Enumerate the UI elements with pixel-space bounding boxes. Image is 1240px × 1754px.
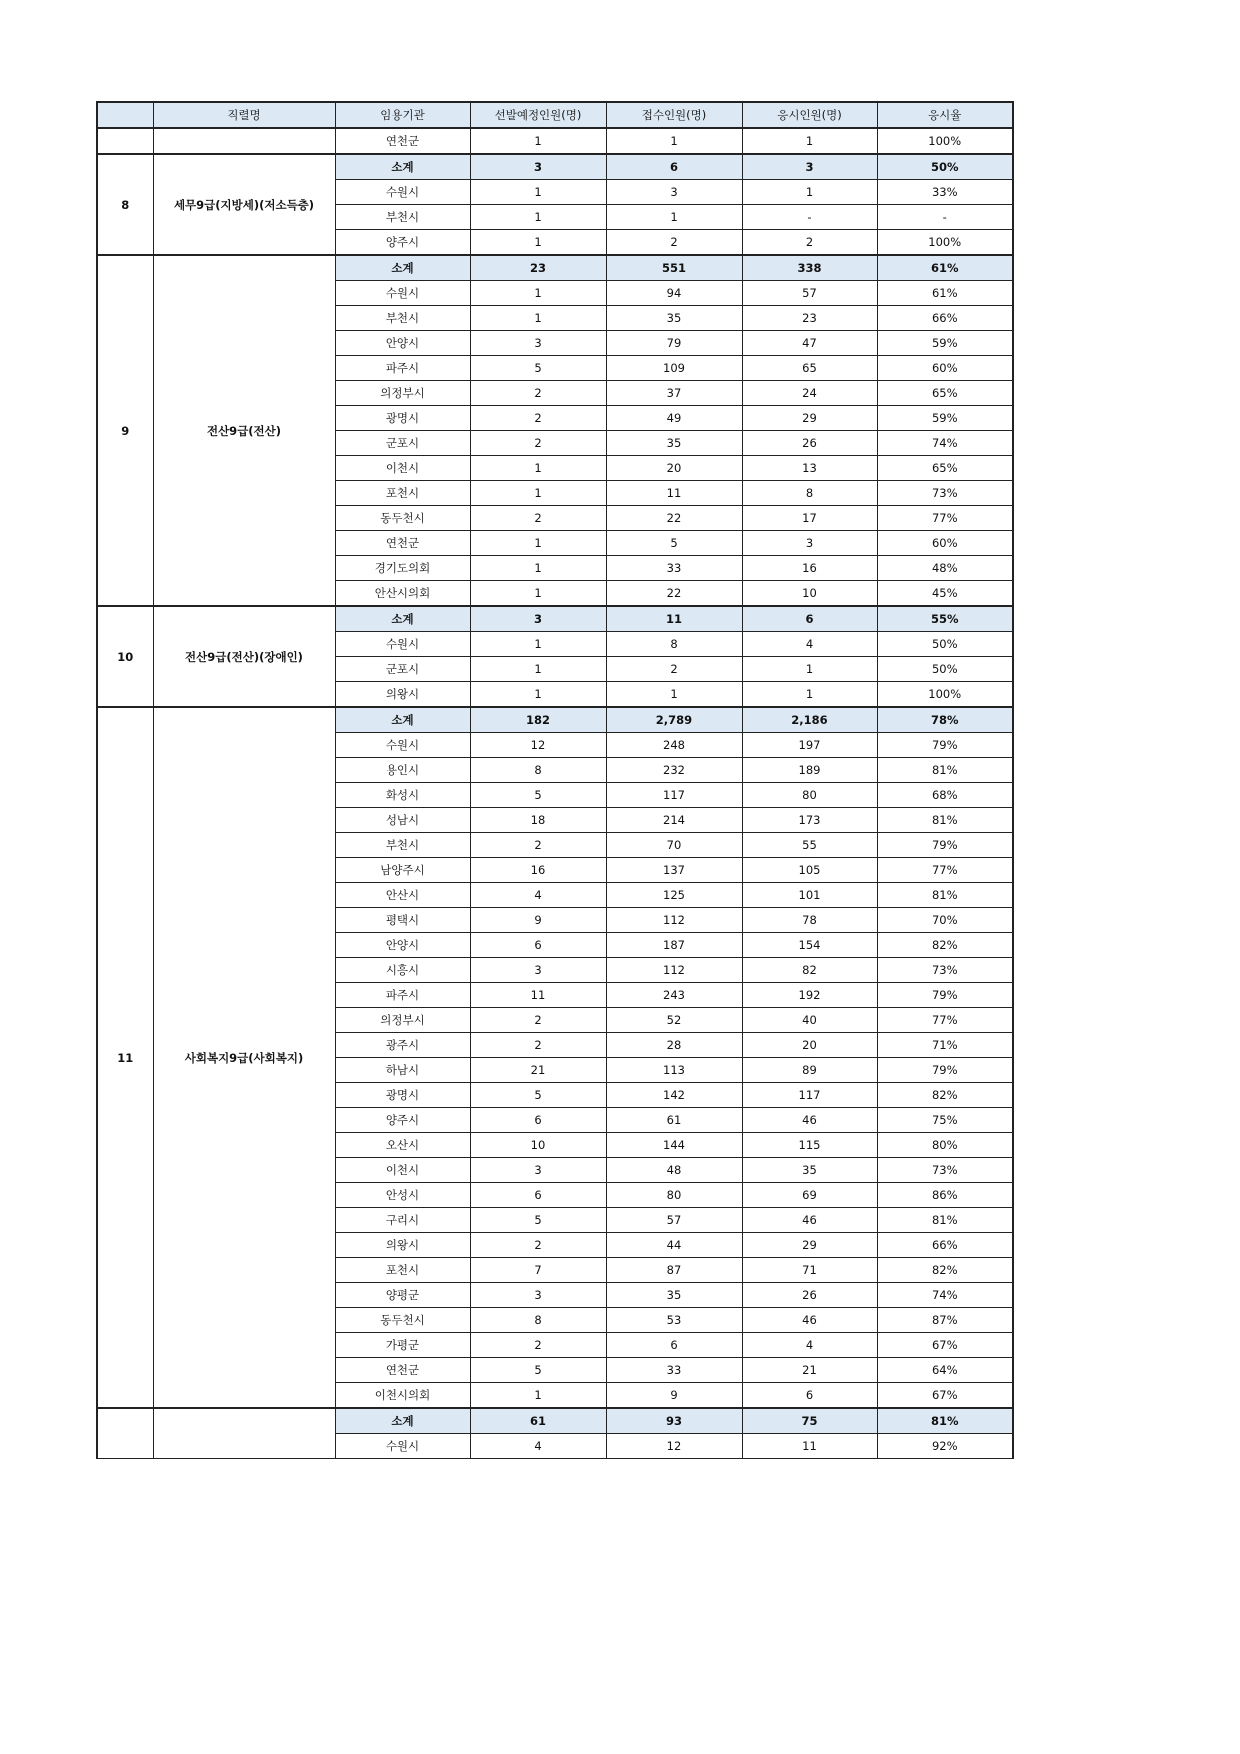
exam-rate: 65%	[877, 381, 1013, 406]
took-exam-count: -	[742, 205, 877, 230]
exam-rate: 65%	[877, 456, 1013, 481]
planned-count: 1	[470, 1383, 606, 1409]
took-exam-count: 20	[742, 1033, 877, 1058]
took-exam-count: 82	[742, 958, 877, 983]
organization: 양주시	[335, 230, 470, 256]
subtotal-row	[97, 707, 1013, 733]
planned-count: 2	[470, 406, 606, 431]
applied-count: 2	[606, 230, 742, 256]
exam-rate: 55%	[877, 606, 1013, 632]
took-exam-count: 26	[742, 1283, 877, 1308]
exam-rate: 67%	[877, 1333, 1013, 1358]
exam-rate: 86%	[877, 1183, 1013, 1208]
table-header-row	[97, 102, 1013, 128]
applied-count: 53	[606, 1308, 742, 1333]
applied-count: 137	[606, 858, 742, 883]
planned-count: 12	[470, 733, 606, 758]
took-exam-count: 69	[742, 1183, 877, 1208]
exam-rate: 59%	[877, 406, 1013, 431]
applied-count: 5	[606, 531, 742, 556]
applied-count: 2	[606, 657, 742, 682]
header-number	[97, 102, 153, 128]
planned-count: 2	[470, 1233, 606, 1258]
planned-count: 1	[470, 531, 606, 556]
planned-count: 1	[470, 581, 606, 607]
subtotal-row	[97, 255, 1013, 281]
organization: 동두천시	[335, 506, 470, 531]
organization: 소계	[335, 1408, 470, 1434]
exam-rate: -	[877, 205, 1013, 230]
planned-count: 16	[470, 858, 606, 883]
took-exam-count: 6	[742, 606, 877, 632]
header-applied: 접수인원(명)	[606, 102, 742, 128]
applied-count: 109	[606, 356, 742, 381]
planned-count: 5	[470, 1083, 606, 1108]
organization: 가평군	[335, 1333, 470, 1358]
took-exam-count: 105	[742, 858, 877, 883]
organization: 안성시	[335, 1183, 470, 1208]
applied-count: 48	[606, 1158, 742, 1183]
exam-rate: 45%	[877, 581, 1013, 607]
planned-count: 3	[470, 331, 606, 356]
planned-count: 3	[470, 154, 606, 180]
took-exam-count: 4	[742, 1333, 877, 1358]
applied-count: 3	[606, 180, 742, 205]
applied-count: 113	[606, 1058, 742, 1083]
planned-count: 2	[470, 1033, 606, 1058]
applied-count: 142	[606, 1083, 742, 1108]
exam-rate: 59%	[877, 331, 1013, 356]
exam-rate: 73%	[877, 1158, 1013, 1183]
applied-count: 1	[606, 205, 742, 230]
organization: 남양주시	[335, 858, 470, 883]
group-number: 11	[97, 707, 153, 1408]
planned-count: 1	[470, 682, 606, 708]
planned-count: 4	[470, 1434, 606, 1459]
applied-count: 33	[606, 1358, 742, 1383]
exam-rate: 60%	[877, 531, 1013, 556]
applied-count: 22	[606, 506, 742, 531]
organization: 광명시	[335, 1083, 470, 1108]
exam-rate: 68%	[877, 783, 1013, 808]
took-exam-count: 2,186	[742, 707, 877, 733]
took-exam-count: 89	[742, 1058, 877, 1083]
took-exam-count: 23	[742, 306, 877, 331]
exam-rate: 79%	[877, 733, 1013, 758]
exam-rate: 87%	[877, 1308, 1013, 1333]
applied-count: 49	[606, 406, 742, 431]
took-exam-count: 78	[742, 908, 877, 933]
organization: 파주시	[335, 356, 470, 381]
exam-rate: 79%	[877, 1058, 1013, 1083]
planned-count: 2	[470, 1008, 606, 1033]
applied-count: 57	[606, 1208, 742, 1233]
exam-rate: 79%	[877, 833, 1013, 858]
applied-count: 243	[606, 983, 742, 1008]
planned-count: 1	[470, 128, 606, 154]
planned-count: 5	[470, 356, 606, 381]
exam-rate: 74%	[877, 431, 1013, 456]
took-exam-count: 17	[742, 506, 877, 531]
took-exam-count: 101	[742, 883, 877, 908]
organization: 연천군	[335, 128, 470, 154]
planned-count: 3	[470, 606, 606, 632]
took-exam-count: 40	[742, 1008, 877, 1033]
planned-count: 8	[470, 758, 606, 783]
organization: 안양시	[335, 331, 470, 356]
planned-count: 23	[470, 255, 606, 281]
organization: 경기도의회	[335, 556, 470, 581]
exam-rate: 50%	[877, 632, 1013, 657]
exam-rate: 100%	[877, 128, 1013, 154]
organization: 포천시	[335, 481, 470, 506]
job-title: 전산9급(전산)	[153, 255, 335, 606]
took-exam-count: 57	[742, 281, 877, 306]
exam-rate: 64%	[877, 1358, 1013, 1383]
header-organization: 임용기관	[335, 102, 470, 128]
took-exam-count: 80	[742, 783, 877, 808]
applied-count: 35	[606, 1283, 742, 1308]
organization: 광주시	[335, 1033, 470, 1058]
planned-count: 2	[470, 381, 606, 406]
took-exam-count: 65	[742, 356, 877, 381]
took-exam-count: 55	[742, 833, 877, 858]
planned-count: 3	[470, 1158, 606, 1183]
applied-count: 11	[606, 481, 742, 506]
applied-count: 52	[606, 1008, 742, 1033]
applied-count: 79	[606, 331, 742, 356]
applied-count: 61	[606, 1108, 742, 1133]
took-exam-count: 1	[742, 180, 877, 205]
took-exam-count: 6	[742, 1383, 877, 1409]
organization: 구리시	[335, 1208, 470, 1233]
table-row	[97, 128, 1013, 154]
took-exam-count: 2	[742, 230, 877, 256]
applied-count: 8	[606, 632, 742, 657]
took-exam-count: 115	[742, 1133, 877, 1158]
applied-count: 70	[606, 833, 742, 858]
took-exam-count: 29	[742, 1233, 877, 1258]
applied-count: 80	[606, 1183, 742, 1208]
organization: 용인시	[335, 758, 470, 783]
organization: 양주시	[335, 1108, 470, 1133]
organization: 소계	[335, 154, 470, 180]
exam-rate: 79%	[877, 983, 1013, 1008]
planned-count: 7	[470, 1258, 606, 1283]
organization: 의정부시	[335, 1008, 470, 1033]
took-exam-count: 46	[742, 1308, 877, 1333]
applied-count: 6	[606, 154, 742, 180]
planned-count: 18	[470, 808, 606, 833]
applied-count: 144	[606, 1133, 742, 1158]
planned-count: 2	[470, 1333, 606, 1358]
exam-rate: 81%	[877, 883, 1013, 908]
planned-count: 6	[470, 933, 606, 958]
applied-count: 22	[606, 581, 742, 607]
took-exam-count: 338	[742, 255, 877, 281]
planned-count: 5	[470, 1358, 606, 1383]
organization: 수원시	[335, 632, 470, 657]
took-exam-count: 71	[742, 1258, 877, 1283]
took-exam-count: 4	[742, 632, 877, 657]
exam-rate: 77%	[877, 1008, 1013, 1033]
planned-count: 1	[470, 180, 606, 205]
took-exam-count: 197	[742, 733, 877, 758]
organization: 이천시	[335, 456, 470, 481]
group-number	[97, 128, 153, 154]
applied-count: 28	[606, 1033, 742, 1058]
took-exam-count: 8	[742, 481, 877, 506]
exam-rate: 61%	[877, 255, 1013, 281]
organization: 부천시	[335, 205, 470, 230]
organization: 소계	[335, 606, 470, 632]
organization: 평택시	[335, 908, 470, 933]
exam-rate: 33%	[877, 180, 1013, 205]
applied-count: 112	[606, 958, 742, 983]
took-exam-count: 1	[742, 657, 877, 682]
exam-rate: 78%	[877, 707, 1013, 733]
organization: 화성시	[335, 783, 470, 808]
organization: 연천군	[335, 531, 470, 556]
took-exam-count: 1	[742, 682, 877, 708]
took-exam-count: 192	[742, 983, 877, 1008]
planned-count: 6	[470, 1108, 606, 1133]
exam-rate: 60%	[877, 356, 1013, 381]
organization: 시흥시	[335, 958, 470, 983]
took-exam-count: 16	[742, 556, 877, 581]
planned-count: 1	[470, 481, 606, 506]
took-exam-count: 29	[742, 406, 877, 431]
took-exam-count: 13	[742, 456, 877, 481]
planned-count: 5	[470, 1208, 606, 1233]
group-number: 8	[97, 154, 153, 255]
took-exam-count: 3	[742, 154, 877, 180]
planned-count: 1	[470, 657, 606, 682]
organization: 수원시	[335, 281, 470, 306]
planned-count: 3	[470, 1283, 606, 1308]
header-job-title: 직렬명	[153, 102, 335, 128]
applied-count: 112	[606, 908, 742, 933]
took-exam-count: 21	[742, 1358, 877, 1383]
exam-rate: 61%	[877, 281, 1013, 306]
exam-rate: 81%	[877, 758, 1013, 783]
organization: 하남시	[335, 1058, 470, 1083]
took-exam-count: 46	[742, 1108, 877, 1133]
subtotal-row	[97, 154, 1013, 180]
exam-rate: 92%	[877, 1434, 1013, 1459]
exam-rate: 80%	[877, 1133, 1013, 1158]
took-exam-count: 35	[742, 1158, 877, 1183]
applied-count: 117	[606, 783, 742, 808]
took-exam-count: 189	[742, 758, 877, 783]
exam-rate: 75%	[877, 1108, 1013, 1133]
planned-count: 2	[470, 506, 606, 531]
planned-count: 1	[470, 230, 606, 256]
exam-rate: 48%	[877, 556, 1013, 581]
header-took-exam: 응시인원(명)	[742, 102, 877, 128]
applied-count: 44	[606, 1233, 742, 1258]
exam-rate: 73%	[877, 958, 1013, 983]
applied-count: 248	[606, 733, 742, 758]
job-title: 세무9급(지방세)(저소득층)	[153, 154, 335, 255]
organization: 이천시	[335, 1158, 470, 1183]
applied-count: 93	[606, 1408, 742, 1434]
planned-count: 1	[470, 306, 606, 331]
took-exam-count: 47	[742, 331, 877, 356]
planned-count: 10	[470, 1133, 606, 1158]
organization: 파주시	[335, 983, 470, 1008]
took-exam-count: 46	[742, 1208, 877, 1233]
exam-rate: 71%	[877, 1033, 1013, 1058]
exam-rate: 67%	[877, 1383, 1013, 1409]
organization: 의정부시	[335, 381, 470, 406]
organization: 안산시	[335, 883, 470, 908]
organization: 부천시	[335, 833, 470, 858]
exam-rate: 82%	[877, 1258, 1013, 1283]
applied-count: 232	[606, 758, 742, 783]
planned-count: 1	[470, 632, 606, 657]
exam-rate: 77%	[877, 506, 1013, 531]
planned-count: 61	[470, 1408, 606, 1434]
applied-count: 2,789	[606, 707, 742, 733]
organization: 수원시	[335, 1434, 470, 1459]
took-exam-count: 117	[742, 1083, 877, 1108]
job-title	[153, 1408, 335, 1459]
applied-count: 9	[606, 1383, 742, 1409]
applied-count: 11	[606, 606, 742, 632]
job-title: 전산9급(전산)(장애인)	[153, 606, 335, 707]
took-exam-count: 24	[742, 381, 877, 406]
applied-count: 125	[606, 883, 742, 908]
planned-count: 3	[470, 958, 606, 983]
applied-count: 35	[606, 431, 742, 456]
exam-rate: 81%	[877, 1208, 1013, 1233]
organization: 군포시	[335, 431, 470, 456]
applied-count: 87	[606, 1258, 742, 1283]
applied-count: 6	[606, 1333, 742, 1358]
organization: 양평군	[335, 1283, 470, 1308]
applied-count: 35	[606, 306, 742, 331]
organization: 부천시	[335, 306, 470, 331]
planned-count: 6	[470, 1183, 606, 1208]
organization: 오산시	[335, 1133, 470, 1158]
exam-rate: 100%	[877, 682, 1013, 708]
organization: 군포시	[335, 657, 470, 682]
organization: 이천시의회	[335, 1383, 470, 1409]
exam-rate: 66%	[877, 1233, 1013, 1258]
exam-rate: 70%	[877, 908, 1013, 933]
planned-count: 182	[470, 707, 606, 733]
planned-count: 1	[470, 556, 606, 581]
planned-count: 2	[470, 833, 606, 858]
exam-rate: 82%	[877, 933, 1013, 958]
exam-rate: 50%	[877, 657, 1013, 682]
organization: 안산시의회	[335, 581, 470, 607]
subtotal-row	[97, 1408, 1013, 1434]
planned-count: 5	[470, 783, 606, 808]
planned-count: 21	[470, 1058, 606, 1083]
took-exam-count: 154	[742, 933, 877, 958]
planned-count: 9	[470, 908, 606, 933]
applied-count: 214	[606, 808, 742, 833]
organization: 수원시	[335, 180, 470, 205]
organization: 성남시	[335, 808, 470, 833]
organization: 동두천시	[335, 1308, 470, 1333]
planned-count: 2	[470, 431, 606, 456]
planned-count: 1	[470, 281, 606, 306]
exam-rate: 100%	[877, 230, 1013, 256]
organization: 포천시	[335, 1258, 470, 1283]
exam-rate: 82%	[877, 1083, 1013, 1108]
recruitment-statistics-table	[96, 101, 1014, 1459]
applied-count: 37	[606, 381, 742, 406]
organization: 광명시	[335, 406, 470, 431]
subtotal-row	[97, 606, 1013, 632]
exam-rate: 50%	[877, 154, 1013, 180]
took-exam-count: 26	[742, 431, 877, 456]
planned-count: 1	[470, 205, 606, 230]
organization: 소계	[335, 255, 470, 281]
organization: 소계	[335, 707, 470, 733]
exam-rate: 81%	[877, 808, 1013, 833]
organization: 의왕시	[335, 682, 470, 708]
applied-count: 12	[606, 1434, 742, 1459]
applied-count: 1	[606, 128, 742, 154]
applied-count: 551	[606, 255, 742, 281]
group-number	[97, 1408, 153, 1459]
planned-count: 1	[470, 456, 606, 481]
took-exam-count: 3	[742, 531, 877, 556]
header-rate: 응시율	[877, 102, 1013, 128]
applied-count: 20	[606, 456, 742, 481]
exam-rate: 73%	[877, 481, 1013, 506]
applied-count: 33	[606, 556, 742, 581]
took-exam-count: 11	[742, 1434, 877, 1459]
organization: 연천군	[335, 1358, 470, 1383]
exam-rate: 81%	[877, 1408, 1013, 1434]
exam-rate: 74%	[877, 1283, 1013, 1308]
exam-rate: 66%	[877, 306, 1013, 331]
organization: 수원시	[335, 733, 470, 758]
took-exam-count: 1	[742, 128, 877, 154]
planned-count: 4	[470, 883, 606, 908]
group-number: 10	[97, 606, 153, 707]
applied-count: 94	[606, 281, 742, 306]
header-planned: 선발예정인원(명)	[470, 102, 606, 128]
took-exam-count: 10	[742, 581, 877, 607]
organization: 안양시	[335, 933, 470, 958]
took-exam-count: 173	[742, 808, 877, 833]
took-exam-count: 75	[742, 1408, 877, 1434]
organization: 의왕시	[335, 1233, 470, 1258]
applied-count: 187	[606, 933, 742, 958]
group-number: 9	[97, 255, 153, 606]
exam-rate: 77%	[877, 858, 1013, 883]
job-title	[153, 128, 335, 154]
planned-count: 11	[470, 983, 606, 1008]
applied-count: 1	[606, 682, 742, 708]
job-title: 사회복지9급(사회복지)	[153, 707, 335, 1408]
planned-count: 8	[470, 1308, 606, 1333]
